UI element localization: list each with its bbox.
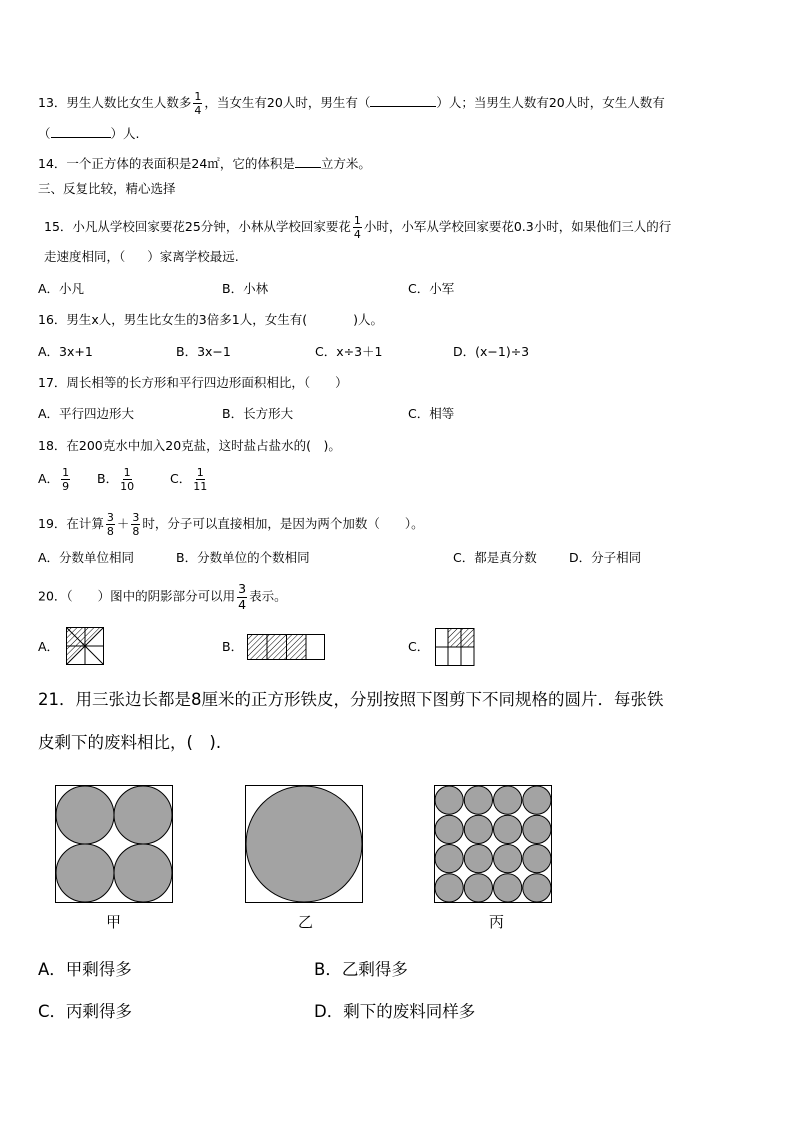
q13-line2-open: （: [38, 126, 51, 141]
q21-option-b[interactable]: B．乙剩得多: [314, 960, 408, 979]
q16-option-b[interactable]: B．3x−1: [176, 344, 231, 359]
q13-blank-1[interactable]: [370, 106, 436, 107]
q16-option-c[interactable]: C．x÷3＋1: [315, 344, 383, 359]
q19-option-c[interactable]: C．都是真分数: [453, 550, 537, 565]
q15-option-b[interactable]: B．小林: [222, 281, 269, 296]
q15-text-2: 小时，小军从学校回家要花0.3小时，如果他们三人的行: [363, 219, 672, 234]
q15-line2-b: ）家离学校最远.: [147, 249, 239, 264]
q18-c-fraction: $\frac{1}{11}$: [193, 466, 208, 493]
question-21-line2: 皮剩下的废料相比，( ).: [38, 733, 222, 752]
question-13-line2: [38, 128, 140, 141]
q19-fraction-2: $\frac{3}{8}$: [132, 511, 140, 538]
q19-option-a[interactable]: A．分数单位相同: [38, 550, 135, 565]
q21-option-a[interactable]: A．甲剩得多: [38, 960, 132, 979]
q14-number: 14．: [38, 156, 67, 171]
small-circle: [435, 845, 463, 873]
q15-fraction: $\frac{1}{4}$: [353, 214, 361, 241]
q20-figure-c: [435, 628, 475, 666]
q13-fraction: $\frac{1}{4}$: [194, 90, 202, 117]
q13-text-3: ）人；当男生人数有20人时，女生人数有: [436, 95, 665, 110]
small-circle: [494, 845, 522, 873]
small-circle: [523, 815, 551, 843]
q13-text-2: ，当女生有20人时，男生有（: [204, 95, 371, 110]
q14-blank[interactable]: [295, 167, 321, 168]
question-15-line2: [44, 251, 239, 264]
q18-a-fraction: $\frac{1}{9}$: [62, 466, 70, 493]
q15-text-1: 小凡从学校回家要花25分钟，小林从学校回家要花: [72, 219, 351, 234]
shaded-part-2: [267, 635, 287, 660]
question-20: [38, 583, 287, 611]
q20-figure-a: [66, 627, 104, 665]
q17-option-c[interactable]: C．相等: [408, 406, 455, 421]
q20-option-b[interactable]: B．: [222, 639, 244, 654]
small-circle: [494, 786, 522, 814]
caption-jia: 甲: [106, 913, 122, 931]
caption-yi: 乙: [298, 913, 314, 931]
question-16: [38, 314, 383, 327]
small-circle: [435, 815, 463, 843]
q17-option-a[interactable]: A．平行四边形大: [38, 406, 135, 421]
question-18: 18．在200克水中加入20克盐，这时盐占盐水的( )。: [38, 438, 341, 453]
q19-fraction-1: $\frac{3}{8}$: [106, 511, 114, 538]
q17-option-b[interactable]: B．长方形大: [222, 406, 294, 421]
q20-text-2: 表示。: [249, 588, 287, 604]
q16-text: 16．男生x人，男生比女生的3倍多1人，女生有(: [38, 312, 308, 327]
small-circle: [435, 786, 463, 814]
q18-b-fraction: $\frac{1}{10}$: [120, 466, 135, 493]
question-17: 17．周长相等的长方形和平行四边形面积相比，（ ）: [38, 375, 348, 390]
caption-bing: 丙: [489, 913, 505, 931]
q14-text-1: 一个正方体的表面积是24㎡，它的体积是: [66, 156, 295, 171]
q13-line2-close: ）人.: [110, 126, 140, 141]
q19-option-d[interactable]: D．分子相同: [569, 550, 642, 565]
q21-option-c[interactable]: C．丙剩得多: [38, 1002, 133, 1021]
small-circle: [523, 874, 551, 902]
q19-option-b[interactable]: B．分数单位的个数相同: [176, 550, 310, 565]
small-circle: [523, 786, 551, 814]
shaded-part-1: [248, 635, 268, 660]
small-circle: [464, 815, 492, 843]
small-circle: [464, 845, 492, 873]
q15-option-c[interactable]: C．小军: [408, 281, 455, 296]
q14-text-2: 立方米。: [320, 156, 371, 171]
q20-figure-b: [247, 634, 326, 661]
q13-number: 13．: [38, 95, 67, 110]
q20-text-1: 20．（ ）图中的阴影部分可以用: [38, 588, 236, 604]
small-circle: [464, 786, 492, 814]
q20-option-c[interactable]: C．: [408, 639, 430, 654]
q16-option-a[interactable]: A．3x+1: [38, 344, 93, 359]
q15-option-a[interactable]: A．小凡: [38, 281, 85, 296]
small-circle: [494, 815, 522, 843]
q19-text-1: 19．在计算: [38, 516, 104, 531]
figure-yi: [245, 785, 365, 905]
q13-blank-2[interactable]: [51, 137, 111, 138]
q15-line2-a: 走速度相同，（: [44, 249, 126, 264]
figure-jia: [55, 785, 175, 905]
q21-option-d[interactable]: D．剩下的废料同样多: [314, 1002, 476, 1021]
question-13: [38, 91, 665, 116]
q20-option-a[interactable]: A．: [38, 639, 60, 654]
small-circle: [464, 874, 492, 902]
q19-plus: ＋: [116, 516, 130, 531]
question-15: [44, 215, 671, 240]
q15-number: 15．: [44, 219, 73, 234]
question-21-line1: 21．用三张边长都是8厘米的正方形铁皮，分别按照下图剪下不同规格的圆片．每张铁: [38, 690, 664, 709]
q18-option-a[interactable]: A． $\frac{1}{9}$: [38, 466, 70, 493]
question-14: [38, 158, 371, 171]
q13-text-1: 男生人数比女生人数多: [66, 95, 192, 110]
q16-option-d[interactable]: D．(x−1)÷3: [453, 344, 530, 359]
small-circle: [435, 874, 463, 902]
figure-bing: [434, 785, 554, 905]
q18-option-c[interactable]: C． $\frac{1}{11}$: [170, 466, 208, 493]
small-circle: [494, 874, 522, 902]
shaded-part-3: [287, 635, 307, 660]
section-3-heading: 三、反复比较，精心选择: [38, 181, 176, 196]
q19-text-2: 时，分子可以直接相加，是因为两个加数（ ）。: [142, 516, 424, 531]
q16-tail: )人。: [353, 312, 383, 327]
question-19: [38, 512, 424, 537]
small-circle: [523, 845, 551, 873]
q20-fraction: $\frac{3}{4}$: [238, 581, 247, 612]
q18-option-b[interactable]: B． $\frac{1}{10}$: [97, 466, 135, 493]
